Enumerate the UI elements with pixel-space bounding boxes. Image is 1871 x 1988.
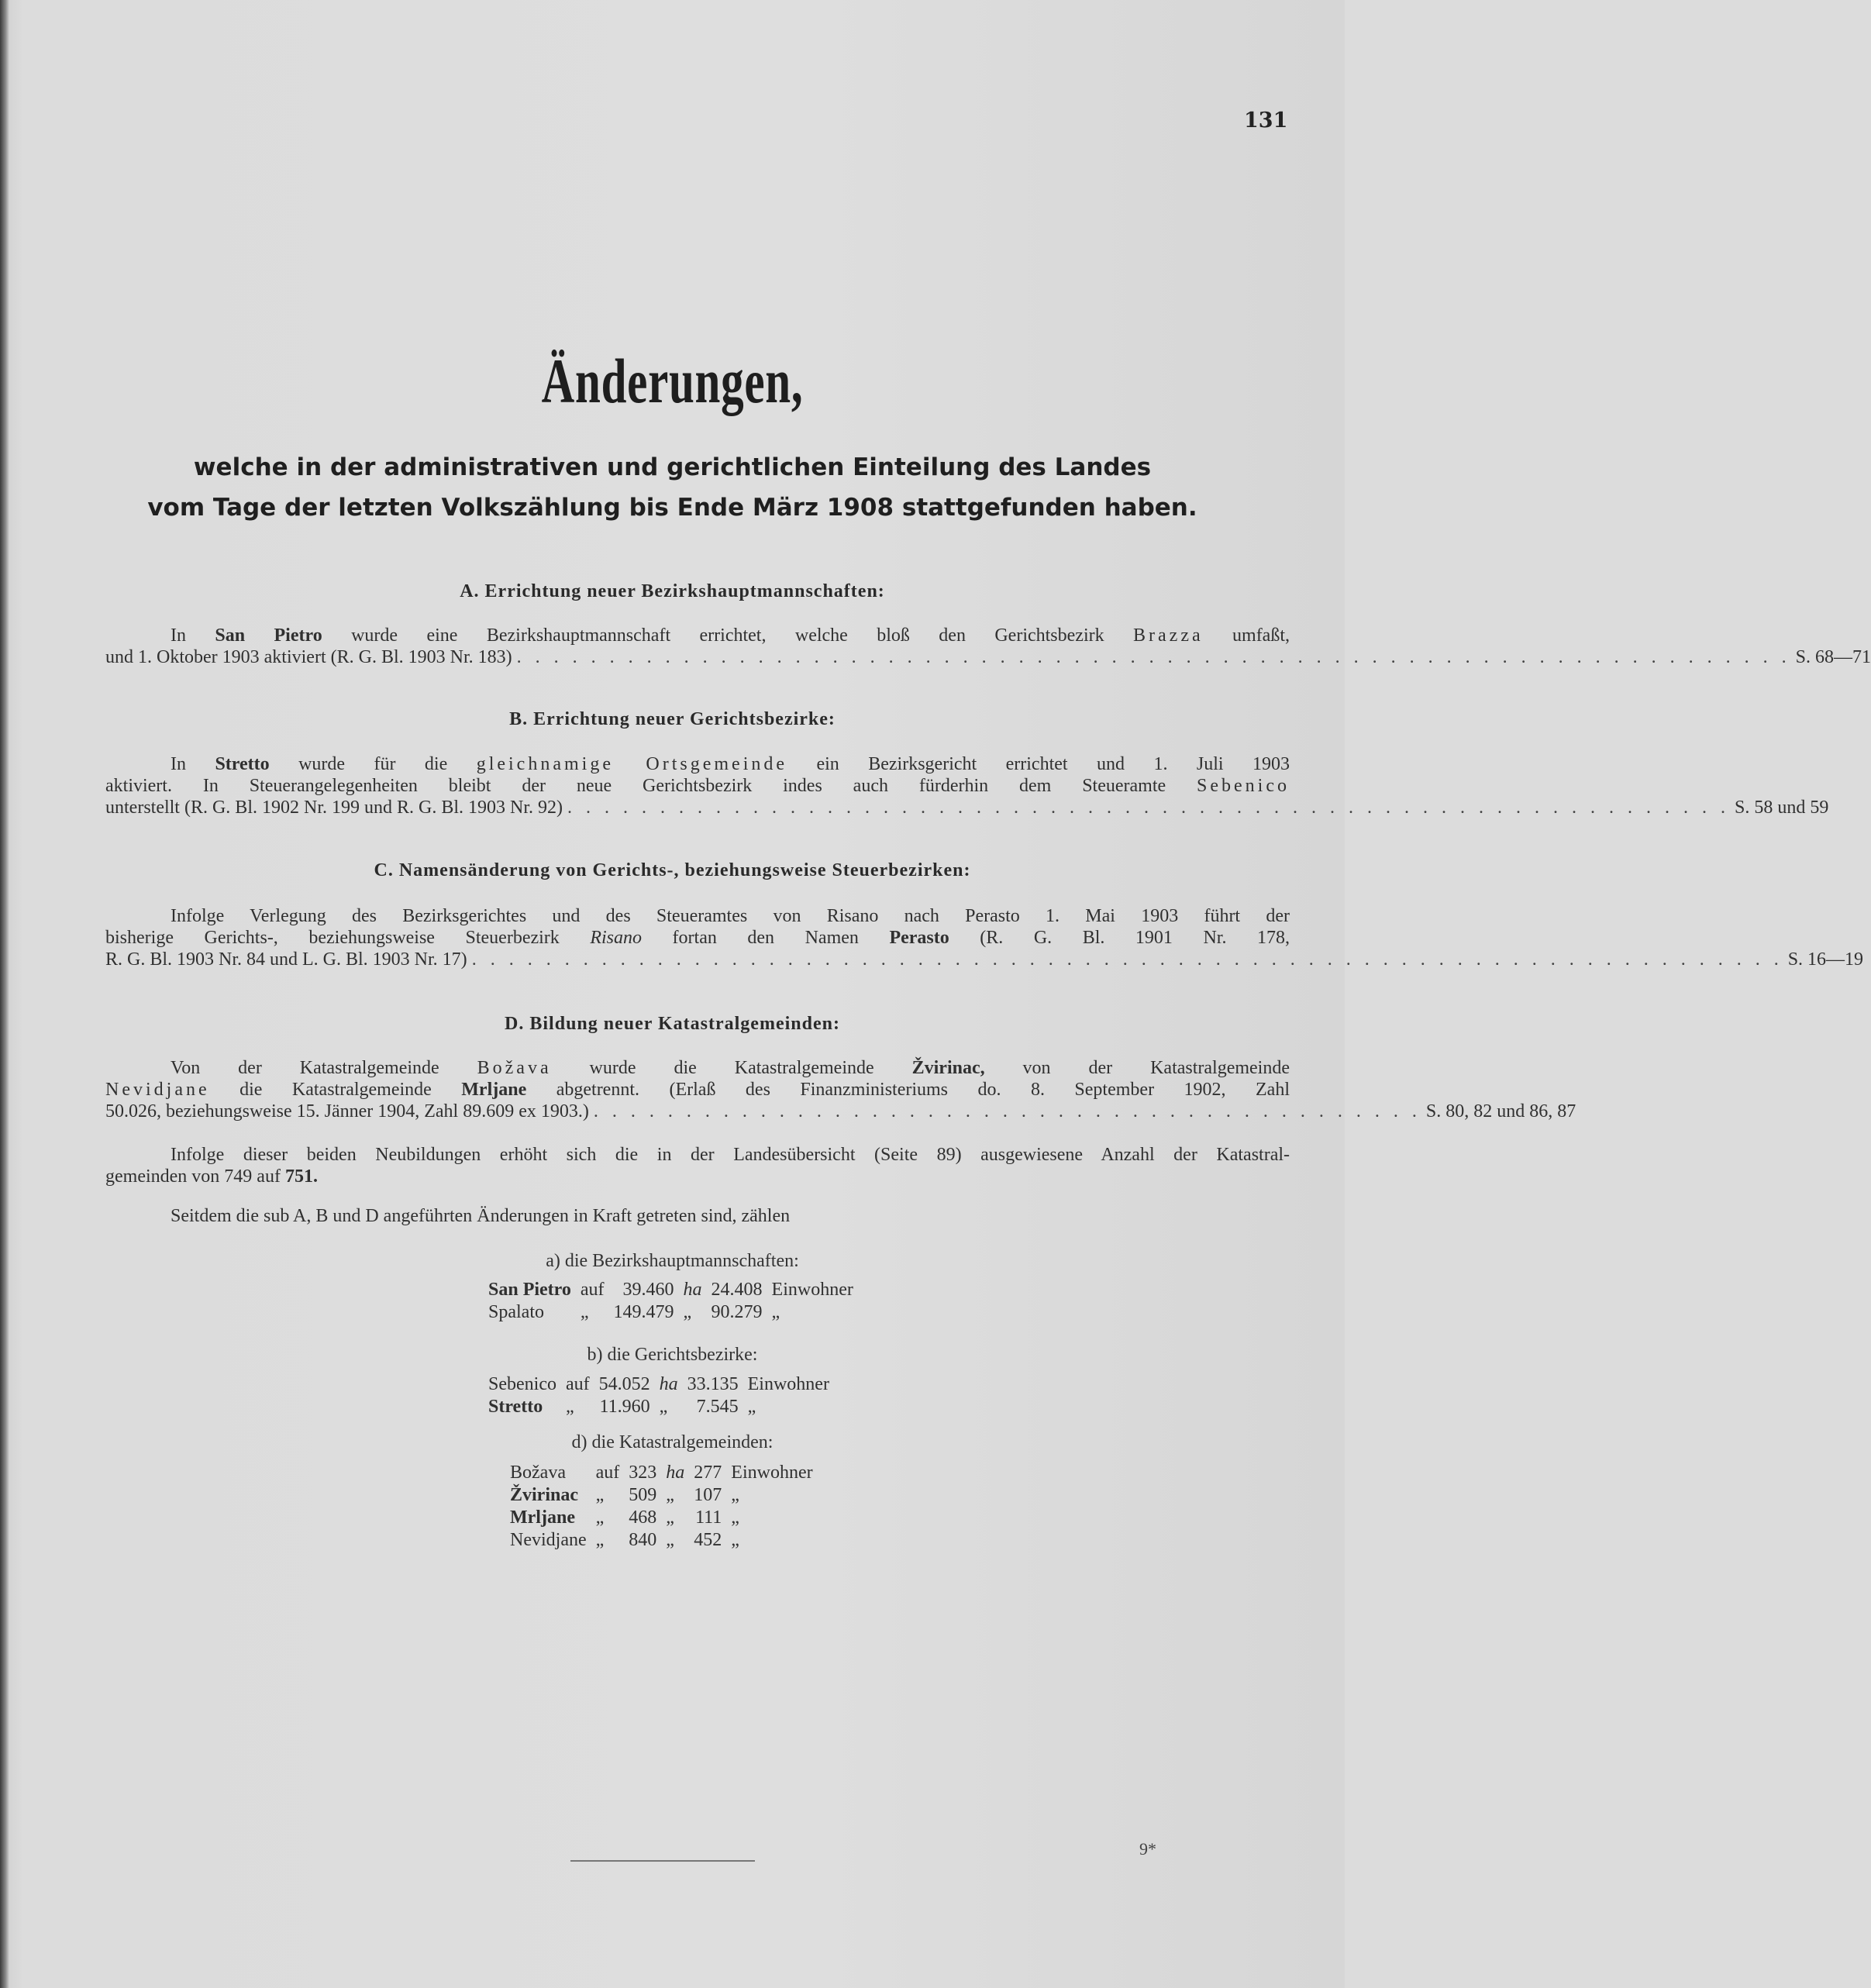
text-run: und 1. Oktober 1903 aktiviert (R. G. Bl. 1903 Nr. 183) bbox=[105, 647, 512, 667]
list-a-table bbox=[484, 1279, 858, 1324]
table-row bbox=[505, 1484, 818, 1507]
subtitle-line-1: welche in der administrativen und gerichtlichen Einteilung des Landes bbox=[193, 453, 1152, 481]
section-d-line-1 bbox=[105, 1057, 1290, 1079]
text-run: aktiviert. In Steuerangelegenheiten bleibt der neue Gerichtsbezirk indes auch fürderhin dem Steueramte bbox=[105, 776, 1197, 796]
section-d-paragraph-2 bbox=[105, 1144, 1290, 1187]
population-unit: Einwohner bbox=[731, 1463, 813, 1483]
population-unit: Einwohner bbox=[747, 1374, 829, 1394]
area-value: 509 bbox=[629, 1485, 657, 1505]
section-b-heading: B. Errichtung neuer Gerichtsbezirke: bbox=[509, 709, 836, 729]
list-b-label: b) die Gerichtsbezirke: bbox=[587, 1345, 758, 1365]
place-name: Žvirinac bbox=[510, 1485, 578, 1505]
area-value: 149.479 bbox=[613, 1302, 674, 1322]
place-perasto: Perasto bbox=[889, 928, 949, 948]
list-a-label: a) die Bezirkshauptmannschaften: bbox=[546, 1251, 799, 1271]
section-d-heading: D. Bildung neuer Katastralgemeinden: bbox=[505, 1014, 840, 1034]
area-value: 54.052 bbox=[598, 1374, 650, 1394]
page-title: Änderungen, bbox=[541, 346, 804, 416]
text-run: Von der Katastralgemeinde bbox=[171, 1058, 477, 1078]
place-name: Sebenico bbox=[488, 1374, 556, 1394]
table-row bbox=[484, 1301, 858, 1324]
dot-leader: . . . . . . . . . . . . . . . . . . . . . . . . . . . . . . . . . . . . . . . . . . . . . . . . . . . . . . . . . . . . . . . . . . . . . bbox=[516, 647, 1791, 667]
dot-leader: . . . . . . . . . . . . . . . . . . . . . . . . . . . . . . . . . . . . . . . . . . . . . bbox=[593, 1101, 1421, 1121]
area-unit: „ bbox=[659, 1397, 668, 1417]
spaced-phrase: gleichnamige Ortsgemeinde bbox=[476, 754, 788, 774]
place-risano: Risano bbox=[590, 928, 642, 948]
section-d-line-2 bbox=[105, 1079, 1290, 1101]
text-run: R. G. Bl. 1903 Nr. 84 und L. G. Bl. 1903 Nr. 17) bbox=[105, 949, 467, 970]
list-d-label: d) die Katastralgemeinden: bbox=[571, 1432, 774, 1452]
section-c-paragraph bbox=[105, 905, 1864, 970]
count-751: 751. bbox=[284, 1166, 318, 1187]
text-run: In bbox=[171, 625, 215, 646]
population-unit: „ bbox=[771, 1302, 780, 1322]
population-value: 90.279 bbox=[711, 1302, 763, 1322]
section-d-line-3 bbox=[105, 1101, 1576, 1122]
text-run: wurde eine Bezirkshauptmannschaft errichtet, welche bloß den Gerichtsbezirk bbox=[322, 625, 1134, 646]
area-value: 39.460 bbox=[622, 1280, 674, 1300]
place-brazza: Brazza bbox=[1133, 625, 1204, 646]
prefix: „ bbox=[595, 1485, 605, 1505]
list-b-table bbox=[484, 1373, 834, 1418]
section-b-line-2 bbox=[105, 775, 1290, 797]
text-run: umfaßt, bbox=[1203, 625, 1290, 646]
area-value: 11.960 bbox=[599, 1397, 650, 1417]
text-run: von der Katastralgemeinde bbox=[984, 1058, 1290, 1078]
list-d-table bbox=[505, 1462, 818, 1552]
area-value: 468 bbox=[629, 1507, 657, 1528]
text-run: abgetrennt. (Erlaß des Finanzministeriums do. 8. September 1902, Zahl bbox=[526, 1080, 1290, 1100]
closing-rule bbox=[570, 1860, 755, 1862]
section-b-line-1 bbox=[105, 753, 1290, 775]
text-run: In bbox=[171, 754, 215, 774]
section-d-p2-line-1: Infolge dieser beiden Neubildungen erhöht sich die in der Landesübersicht (Seite 89) ausgewiesene Anzahl der Katastral- bbox=[171, 1145, 1290, 1165]
population-unit: Einwohner bbox=[771, 1280, 853, 1300]
area-value: 323 bbox=[629, 1463, 657, 1483]
section-c-line-3 bbox=[105, 949, 1864, 970]
text-run: fortan den Namen bbox=[642, 928, 890, 948]
text-run: wurde für die bbox=[269, 754, 477, 774]
place-stretto: Stretto bbox=[215, 754, 270, 774]
place-name: Mrljane bbox=[510, 1507, 575, 1528]
section-a-paragraph bbox=[105, 625, 1871, 668]
area-unit: ha bbox=[659, 1374, 678, 1394]
area-value: 840 bbox=[629, 1530, 657, 1550]
place-name: San Pietro bbox=[488, 1280, 571, 1300]
population-value: 107 bbox=[694, 1485, 722, 1505]
area-unit: „ bbox=[666, 1507, 674, 1528]
text-run: unterstellt (R. G. Bl. 1902 Nr. 199 und R. G. Bl. 1903 Nr. 92) bbox=[105, 798, 563, 818]
table-row bbox=[505, 1529, 818, 1552]
prefix: „ bbox=[565, 1397, 574, 1417]
section-a-heading: A. Errichtung neuer Bezirkshauptmannschaften: bbox=[460, 581, 885, 601]
section-d-paragraph-3 bbox=[105, 1205, 1290, 1227]
table-row bbox=[505, 1507, 818, 1529]
text-run: bisherige Gerichts-, beziehungsweise Steuerbezirk bbox=[105, 928, 591, 948]
place-zvirinac: Žvirinac, bbox=[911, 1058, 985, 1078]
section-a-line-1 bbox=[105, 625, 1290, 646]
text-run: ein Bezirksgericht errichtet und 1. Juli 1903 bbox=[787, 754, 1290, 774]
page-number: 131 bbox=[1244, 109, 1288, 133]
page-reference: S. 68—71 bbox=[1795, 647, 1871, 667]
prefix: auf bbox=[565, 1374, 590, 1394]
area-unit: „ bbox=[683, 1302, 692, 1322]
section-a-line-2 bbox=[105, 646, 1871, 668]
population-value: 24.408 bbox=[711, 1280, 763, 1300]
section-d-paragraph bbox=[105, 1057, 1576, 1122]
place-sebenico: Sebenico bbox=[1197, 776, 1290, 796]
place-nevidjane: Nevidjane bbox=[105, 1080, 210, 1100]
place-name: Nevidjane bbox=[510, 1530, 587, 1550]
place-bozava: Božava bbox=[477, 1058, 552, 1078]
place-name: Stretto bbox=[488, 1397, 543, 1417]
area-unit: „ bbox=[666, 1485, 674, 1505]
page-reference: S. 58 und 59 bbox=[1735, 798, 1829, 818]
signature-mark: 9* bbox=[1139, 1839, 1156, 1859]
place-san-pietro: San Pietro bbox=[215, 625, 322, 646]
prefix: auf bbox=[595, 1463, 620, 1483]
text-run: die Katastralgemeinde bbox=[209, 1080, 462, 1100]
page-reference: S. 16—19 bbox=[1787, 949, 1864, 970]
section-b-paragraph bbox=[105, 753, 1829, 818]
place-name: Božava bbox=[510, 1463, 566, 1483]
prefix: „ bbox=[595, 1507, 605, 1528]
population-unit: „ bbox=[731, 1530, 739, 1550]
table-row bbox=[484, 1279, 858, 1301]
text-run: gemeinden von 749 auf bbox=[105, 1166, 285, 1187]
population-unit: „ bbox=[731, 1485, 739, 1505]
section-c-line-1: Infolge Verlegung des Bezirksgerichtes und des Steueramtes von Risano nach Perasto 1. Mai 1903 führt der bbox=[171, 906, 1290, 926]
text-run: wurde die Katastralgemeinde bbox=[551, 1058, 912, 1078]
table-row bbox=[484, 1373, 834, 1396]
table-row bbox=[505, 1462, 818, 1484]
place-mrljane: Mrljane bbox=[461, 1080, 527, 1100]
population-unit: „ bbox=[731, 1507, 739, 1528]
area-unit: „ bbox=[666, 1530, 674, 1550]
section-b-line-3 bbox=[105, 797, 1829, 818]
prefix: „ bbox=[595, 1530, 605, 1550]
text-run: (R. G. Bl. 1901 Nr. 178, bbox=[949, 928, 1290, 948]
dot-leader: . . . . . . . . . . . . . . . . . . . . . . . . . . . . . . . . . . . . . . . . . . . . . . . . . . . . . . . . . . . . . . . . . . . . . . . bbox=[471, 949, 1783, 970]
prefix: auf bbox=[580, 1280, 605, 1300]
section-c-heading: C. Namensänderung von Gerichts-, beziehungsweise Steuerbezirken: bbox=[374, 860, 971, 880]
section-c-line-2 bbox=[105, 927, 1290, 949]
page-reference: S. 80, 82 und 86, 87 bbox=[1425, 1101, 1576, 1121]
dot-leader: . . . . . . . . . . . . . . . . . . . . . . . . . . . . . . . . . . . . . . . . . . . . . . . . . . . . . . . . . . . . . . . bbox=[567, 798, 1730, 818]
population-value: 7.545 bbox=[696, 1397, 739, 1417]
area-unit: ha bbox=[666, 1463, 685, 1483]
subtitle-line-2: vom Tage der letzten Volkszählung bis Ende März 1908 stattgefunden haben. bbox=[147, 494, 1197, 522]
prefix: „ bbox=[580, 1302, 589, 1322]
area-unit: ha bbox=[683, 1280, 702, 1300]
section-d-p3-line: Seitdem die sub A, B und D angeführten Änderungen in Kraft getreten sind, zählen bbox=[171, 1206, 791, 1226]
page-edge-shadow bbox=[0, 0, 9, 1988]
population-value: 452 bbox=[694, 1530, 722, 1550]
population-value: 111 bbox=[695, 1507, 722, 1528]
population-unit: „ bbox=[747, 1397, 756, 1417]
population-value: 277 bbox=[694, 1463, 722, 1483]
table-row bbox=[484, 1396, 834, 1418]
population-value: 33.135 bbox=[687, 1374, 739, 1394]
section-d-p2-line-2 bbox=[105, 1166, 1290, 1187]
text-run: 50.026, beziehungsweise 15. Jänner 1904, Zahl 89.609 ex 1903.) bbox=[105, 1101, 589, 1121]
place-name: Spalato bbox=[488, 1302, 544, 1322]
